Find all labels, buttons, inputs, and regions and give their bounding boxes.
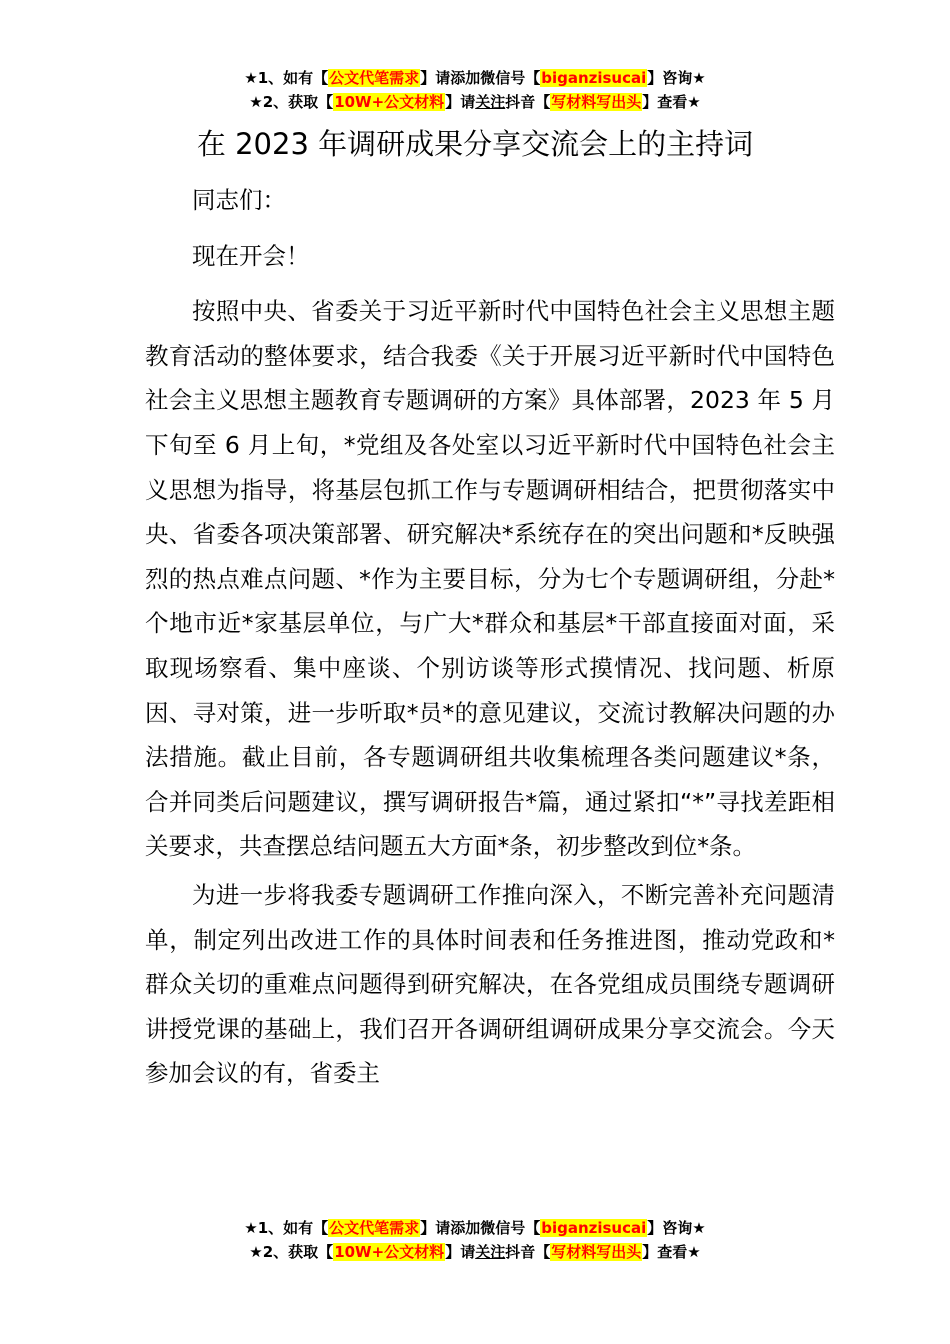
greeting: 同志们：: [192, 186, 286, 214]
promo-text: ★2、获取【: [249, 93, 334, 111]
promo-highlight-douyin: 写材料写出头: [551, 1243, 642, 1261]
promo-text: 】咨询★: [647, 69, 706, 87]
promo-highlight: 10W+公文材料: [334, 93, 445, 111]
promo-text: 】请添加微信号【: [420, 69, 541, 87]
promo-highlight: 10W+公文材料: [334, 1243, 445, 1261]
promo-highlight-wechat-id: biganzisucai: [541, 69, 647, 87]
promo-underlined: 关注: [475, 1243, 506, 1261]
paragraph-2: 为进一步将我委专题调研工作推向深入，不断完善补充问题清单，制定列出改进工作的具体时间表和任务推进图，推动党政和*群众关切的重难点问题得到研究解决，在各党组成员围绕专题调研讲授党课的基础上，我们召开各调研组调研成果分享交流会。今天参加会议的有，省委主: [145, 880, 835, 1088]
promo-text: 】请: [445, 1243, 476, 1261]
promo-text: 抖音【: [505, 93, 551, 111]
promo-highlight-douyin: 写材料写出头: [551, 93, 642, 111]
promo-underlined: 关注: [475, 93, 506, 111]
document-title: 在 2023 年调研成果分享交流会上的主持词: [196, 127, 754, 161]
promo-line-1: [0, 1216, 950, 1240]
promo-highlight: 公文代笔需求: [329, 69, 420, 87]
promo-text: 】咨询★: [647, 1219, 706, 1237]
promo-text: 抖音【: [505, 1243, 551, 1261]
promo-line-2: [0, 1240, 950, 1264]
bottom-promo-banner: [0, 1216, 950, 1264]
promo-highlight-wechat-id: biganzisucai: [541, 1219, 647, 1237]
promo-text: 】请: [445, 93, 476, 111]
promo-text: ★2、获取【: [249, 1243, 334, 1261]
promo-text: 】查看★: [642, 93, 701, 111]
promo-text: ★1、如有【: [244, 1219, 329, 1237]
promo-line-2: [0, 90, 950, 114]
promo-highlight: 公文代笔需求: [329, 1219, 420, 1237]
paragraph-1: 按照中央、省委关于习近平新时代中国特色社会主义思想主题教育活动的整体要求，结合我委《关于开展习近平新时代中国特色社会主义思想主题教育专题调研的方案》具体部署，2023 年 5 月下旬至 6 月上旬，*党组及各处室以习近平新时代中国特色社会主义思想为指导，将基层包抓工作与专题调研相结合，把贯彻落实中央、省委各项决策部署、研究解决*系统存在的突出问题和*反映强烈的热点难点问题、*作为主要目标，分为七个专题调研组，分赴*个地市近*家基层单位，与广大*群众和基层*干部直接面对面，采取现场察看、集中座谈、个别访谈等形式摸情况、找问题、析原因、寻对策，进一步听取*员*的意见建议，交流讨教解决问题的办法措施。截止目前，各专题调研组共收集梳理各类问题建议*条，合并同类后问题建议，撰写调研报告*篇，通过紧扣“*”寻找差距相关要求，共查摆总结问题五大方面*条，初步整改到位*条。: [145, 297, 835, 861]
opening-line: 现在开会！: [192, 241, 310, 270]
promo-text: 】请添加微信号【: [420, 1219, 541, 1237]
top-promo-banner: [0, 66, 950, 114]
promo-line-1: [0, 66, 950, 90]
document-body: [145, 178, 835, 1100]
promo-text: 】查看★: [642, 1243, 701, 1261]
promo-text: ★1、如有【: [244, 69, 329, 87]
